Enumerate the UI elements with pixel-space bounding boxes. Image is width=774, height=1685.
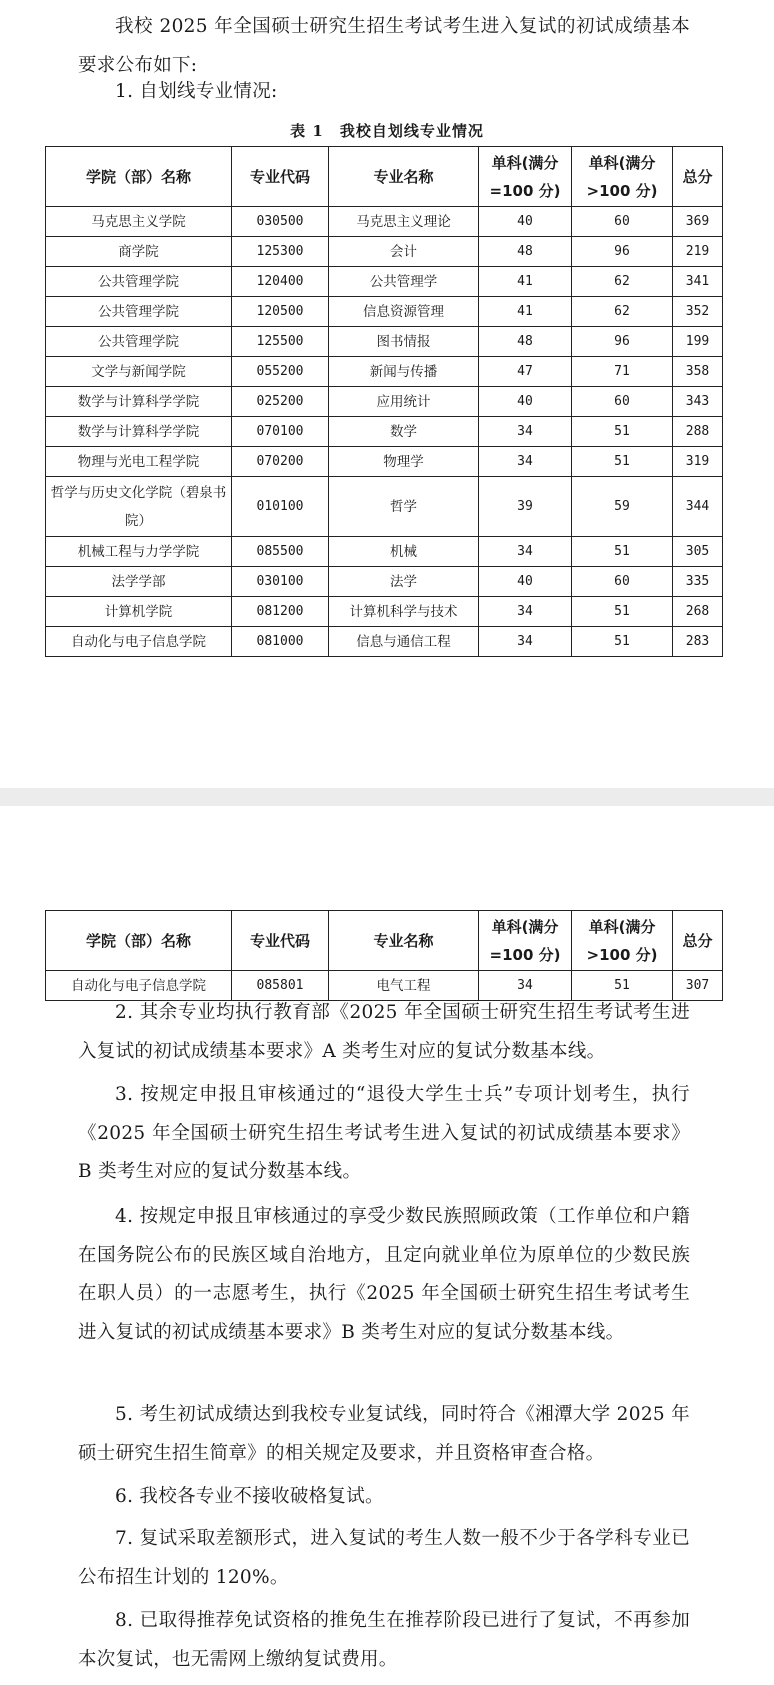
cell-college: 公共管理学院 [46, 327, 232, 357]
cell-major: 会计 [329, 237, 479, 267]
header-college: 学院（部）名称 [46, 911, 232, 971]
header-single-over-100: 单科(满分>100 分) [572, 911, 673, 971]
cell-total: 305 [673, 537, 723, 567]
cell-total: 344 [673, 477, 723, 537]
cell-single-over-100: 60 [572, 207, 673, 237]
cell-single-over-100: 51 [572, 971, 673, 1001]
cell-single-100: 48 [479, 327, 572, 357]
cell-major: 应用统计 [329, 387, 479, 417]
cell-total: 369 [673, 207, 723, 237]
cell-single-100: 34 [479, 447, 572, 477]
table-row [46, 537, 723, 567]
table-row [46, 387, 723, 417]
header-single-100: 单科(满分=100 分) [479, 911, 572, 971]
cell-total: 343 [673, 387, 723, 417]
cell-single-over-100: 51 [572, 417, 673, 447]
cell-code: 025200 [232, 387, 329, 417]
cell-major: 新闻与传播 [329, 357, 479, 387]
cell-college: 法学学部 [46, 567, 232, 597]
table-row [46, 327, 723, 357]
cell-single-over-100: 60 [572, 567, 673, 597]
cell-major: 公共管理学 [329, 267, 479, 297]
cell-total: 288 [673, 417, 723, 447]
cell-single-100: 47 [479, 357, 572, 387]
cell-major: 信息资源管理 [329, 297, 479, 327]
header-single-100: 单科(满分=100 分) [479, 147, 572, 207]
cell-code: 070200 [232, 447, 329, 477]
cell-single-100: 34 [479, 597, 572, 627]
cell-single-100: 48 [479, 237, 572, 267]
header-college: 学院（部）名称 [46, 147, 232, 207]
cell-college: 马克思主义学院 [46, 207, 232, 237]
paragraph-5: 5. 考生初试成绩达到我校专业复试线，同时符合《湘潭大学 2025 年硕士研究生招生简章》的相关规定及要求，并且资格审查合格。 [78, 1404, 690, 1464]
cell-major: 信息与通信工程 [329, 627, 479, 657]
cell-code: 120400 [232, 267, 329, 297]
cell-total: 219 [673, 237, 723, 267]
header-major: 专业名称 [329, 911, 479, 971]
cell-single-over-100: 62 [572, 267, 673, 297]
cell-single-over-100: 51 [572, 447, 673, 477]
cell-major: 图书情报 [329, 327, 479, 357]
cell-college: 公共管理学院 [46, 267, 232, 297]
cell-college: 计算机学院 [46, 597, 232, 627]
cell-college: 文学与新闻学院 [46, 357, 232, 387]
cell-code: 125300 [232, 237, 329, 267]
cell-single-100: 40 [479, 567, 572, 597]
cell-single-over-100: 96 [572, 327, 673, 357]
cell-total: 358 [673, 357, 723, 387]
cell-major: 哲学 [329, 477, 479, 537]
cell-major: 计算机科学与技术 [329, 597, 479, 627]
cell-major: 法学 [329, 567, 479, 597]
document-page-2 [0, 806, 774, 1685]
cell-major: 机械 [329, 537, 479, 567]
cell-single-over-100: 71 [572, 357, 673, 387]
score-table [45, 146, 723, 657]
cell-college: 机械工程与力学学院 [46, 537, 232, 567]
table-row [46, 237, 723, 267]
cell-college: 商学院 [46, 237, 232, 267]
cell-total: 199 [673, 327, 723, 357]
cell-college: 数学与计算科学学院 [46, 417, 232, 447]
table-caption: 表 1 我校自划线专业情况 [290, 122, 484, 140]
cell-single-100: 34 [479, 627, 572, 657]
section-1-heading: 1. 自划线专业情况: [115, 81, 278, 102]
table-header-row [46, 147, 723, 207]
cell-single-100: 41 [479, 297, 572, 327]
cell-total: 319 [673, 447, 723, 477]
cell-code: 085500 [232, 537, 329, 567]
table-header-row [46, 911, 723, 971]
cell-single-100: 40 [479, 387, 572, 417]
cell-total: 283 [673, 627, 723, 657]
table-row [46, 357, 723, 387]
cell-code: 125500 [232, 327, 329, 357]
table-row [46, 597, 723, 627]
cell-code: 055200 [232, 357, 329, 387]
cell-total: 352 [673, 297, 723, 327]
cell-code: 010100 [232, 477, 329, 537]
cell-college: 物理与光电工程学院 [46, 447, 232, 477]
score-table-continued [45, 910, 723, 1001]
cell-major: 物理学 [329, 447, 479, 477]
header-total: 总分 [673, 911, 723, 971]
intro-paragraph: 我校 2025 年全国硕士研究生招生考试考生进入复试的初试成绩基本要求公布如下: [78, 16, 690, 76]
cell-total: 268 [673, 597, 723, 627]
paragraph-6: 6. 我校各专业不接收破格复试。 [115, 1486, 384, 1507]
cell-single-over-100: 51 [572, 627, 673, 657]
paragraph-2: 2. 其余专业均执行教育部《2025 年全国硕士研究生招生考试考生进入复试的初试成绩基本要求》A 类考生对应的复试分数基本线。 [78, 1002, 690, 1062]
cell-single-100: 39 [479, 477, 572, 537]
cell-single-100: 40 [479, 207, 572, 237]
cell-single-100: 34 [479, 417, 572, 447]
cell-single-over-100: 59 [572, 477, 673, 537]
header-single-over-100: 单科(满分>100 分) [572, 147, 673, 207]
cell-total: 341 [673, 267, 723, 297]
paragraph-7: 7. 复试采取差额形式，进入复试的考生人数一般不少于各学科专业已公布招生计划的 120%。 [78, 1528, 690, 1588]
table-row [46, 477, 723, 537]
table-row [46, 267, 723, 297]
header-code: 专业代码 [232, 911, 329, 971]
cell-major: 数学 [329, 417, 479, 447]
cell-single-over-100: 96 [572, 237, 673, 267]
cell-code: 030100 [232, 567, 329, 597]
cell-single-100: 34 [479, 971, 572, 1001]
document-page-1 [0, 0, 774, 788]
header-total: 总分 [673, 147, 723, 207]
table-row [46, 207, 723, 237]
header-code: 专业代码 [232, 147, 329, 207]
cell-code: 085801 [232, 971, 329, 1001]
cell-total: 335 [673, 567, 723, 597]
table-row [46, 447, 723, 477]
cell-single-100: 41 [479, 267, 572, 297]
cell-single-over-100: 62 [572, 297, 673, 327]
cell-college: 自动化与电子信息学院 [46, 627, 232, 657]
cell-total: 307 [673, 971, 723, 1001]
paragraph-3: 3. 按规定申报且审核通过的“退役大学生士兵”专项计划考生，执行《2025 年全国硕士研究生招生考试考生进入复试的初试成绩基本要求》B 类考生对应的复试分数基本线。 [78, 1084, 690, 1182]
table-row [46, 297, 723, 327]
cell-single-over-100: 51 [572, 537, 673, 567]
cell-code: 081200 [232, 597, 329, 627]
header-major: 专业名称 [329, 147, 479, 207]
page-separator [0, 788, 774, 806]
cell-college: 自动化与电子信息学院 [46, 971, 232, 1001]
cell-code: 070100 [232, 417, 329, 447]
cell-college: 哲学与历史文化学院（碧泉书院） [46, 477, 232, 537]
cell-code: 030500 [232, 207, 329, 237]
table-row [46, 417, 723, 447]
cell-college: 公共管理学院 [46, 297, 232, 327]
cell-major: 马克思主义理论 [329, 207, 479, 237]
table-row [46, 567, 723, 597]
cell-major: 电气工程 [329, 971, 479, 1001]
cell-single-over-100: 60 [572, 387, 673, 417]
cell-code: 120500 [232, 297, 329, 327]
cell-single-over-100: 51 [572, 597, 673, 627]
table-row [46, 627, 723, 657]
cell-college: 数学与计算科学学院 [46, 387, 232, 417]
cell-code: 081000 [232, 627, 329, 657]
paragraph-8: 8. 已取得推荐免试资格的推免生在推荐阶段已进行了复试，不再参加本次复试，也无需网上缴纳复试费用。 [78, 1610, 690, 1670]
paragraph-4: 4. 按规定申报且审核通过的享受少数民族照顾政策（工作单位和户籍在国务院公布的民族区域自治地方，且定向就业单位为原单位的少数民族在职人员）的一志愿考生，执行《2025 年全国硕士研究生招生考试考生进入复试的初试成绩基本要求》B 类考生对应的复试分数基本线。 [78, 1206, 690, 1343]
cell-single-100: 34 [479, 537, 572, 567]
